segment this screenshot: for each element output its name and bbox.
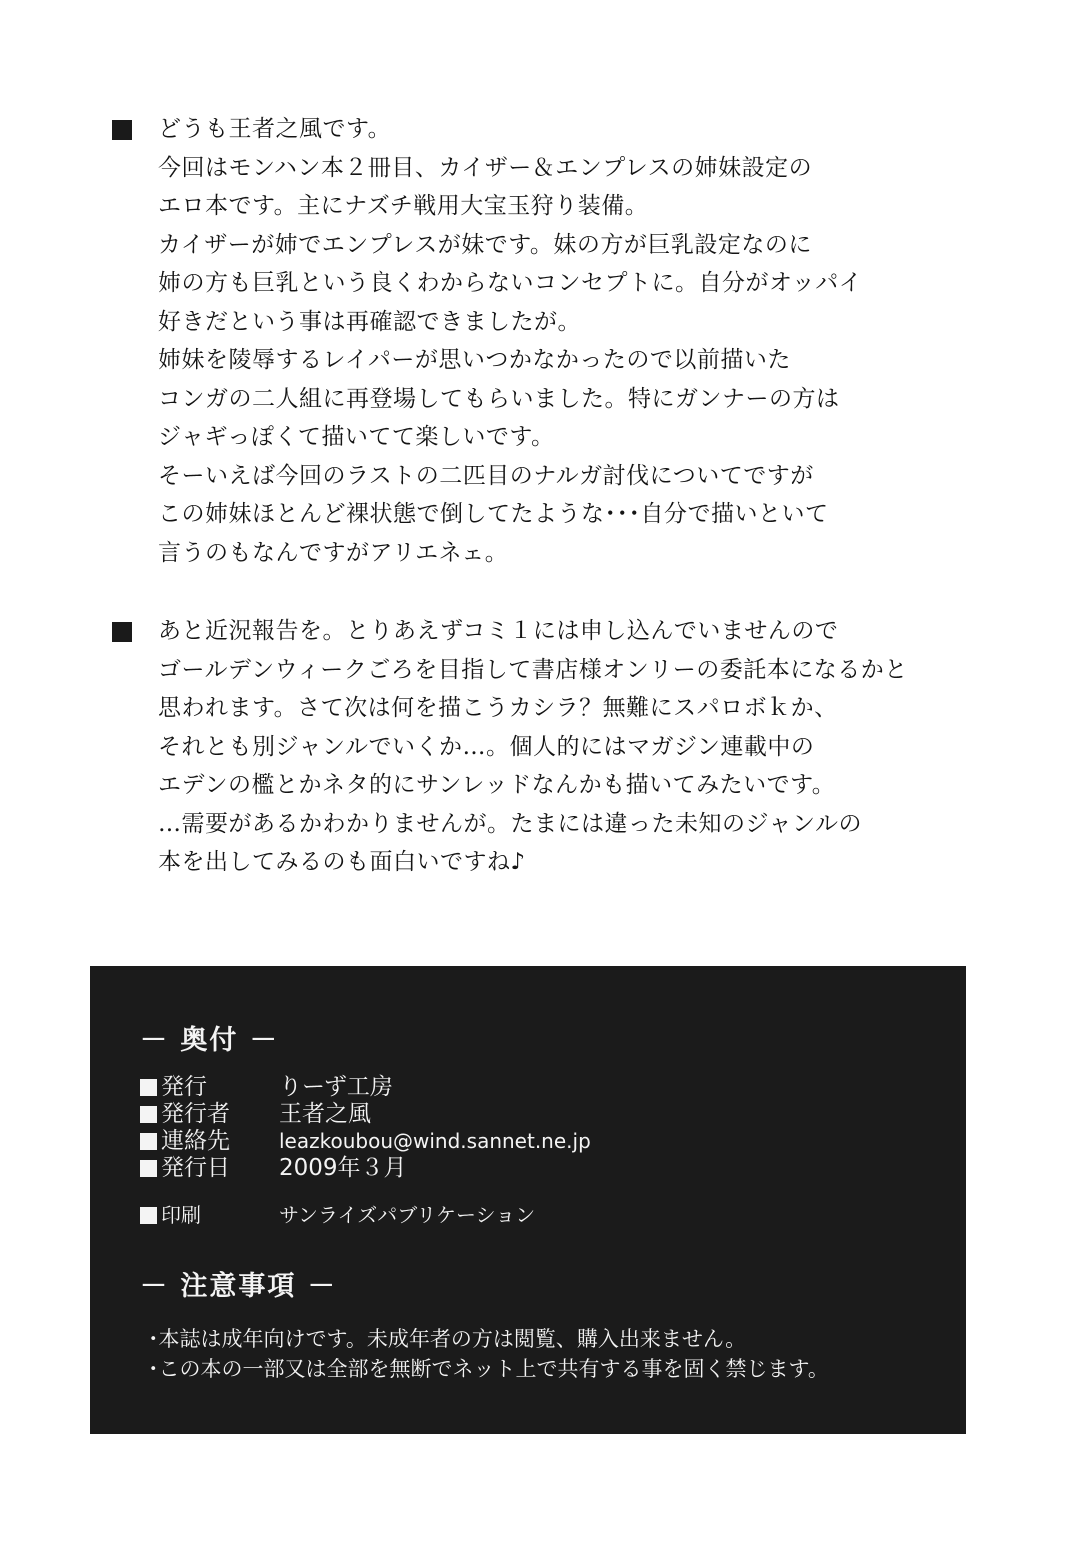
text-line: 姉妹を陵辱するレイパーが思いつかなかったので以前描いた	[158, 347, 791, 373]
text-line: …需要があるかわかりませんが。たまには違った未知のジャンルの	[158, 810, 862, 837]
afterword-paragraph-1	[112, 110, 862, 572]
paragraph-1-lines	[158, 110, 862, 572]
contact-email: leazkoubou@wind.sannet.ne.jp	[279, 1129, 591, 1153]
text-line: エロ本です。主にナズチ戦用大宝玉狩り装備。	[158, 193, 649, 219]
info-label: 発行者	[161, 1101, 230, 1127]
text-line: ジャギっぽくて描いてて楽しいです。	[158, 424, 555, 450]
text-line: 本を出してみるのも面白いですね♪	[158, 849, 526, 875]
square-bullet-icon	[140, 1160, 157, 1177]
notice-list	[148, 1324, 829, 1384]
text-line: 好きだという事は再確認できましたが。	[158, 308, 581, 335]
afterword-paragraph-2	[112, 612, 908, 882]
text-line: この姉妹ほとんど裸状態で倒してたような･･･自分で描いといて	[158, 501, 829, 527]
text-line: エデンの檻とかネタ的にサンレッドなんかも描いてみたいです。	[158, 772, 836, 798]
text-line: ゴールデンウィークごろを目指して書店様オンリーの委託本になるかと	[158, 656, 908, 683]
info-label: 発行	[161, 1074, 207, 1100]
info-value: サンライズパブリケーション	[279, 1203, 536, 1227]
text-line: 姉の方も巨乳という良くわからないコンセプトに。自分がオッパイ	[158, 270, 863, 296]
colophon-heading: － 奥付 －	[140, 1025, 279, 1056]
info-row-contact	[140, 1128, 591, 1155]
info-row-publisher	[140, 1074, 591, 1101]
colophon-info-list	[140, 1074, 591, 1229]
info-value: 2009年３月	[279, 1155, 407, 1181]
text-line: カイザーが姉でエンプレスが妹です。妹の方が巨乳設定なのに	[158, 231, 812, 258]
info-label: 発行日	[161, 1155, 230, 1181]
bullet-square-icon	[112, 622, 132, 642]
info-label: 印刷	[161, 1203, 201, 1227]
text-line: そーいえば今回のラストの二匹目のナルガ討伐についてですが	[158, 462, 814, 489]
text-line: 思われます。さて次は何を描こうカシラ？無難にスパロボｋか、	[158, 695, 838, 721]
notice-heading: － 注意事項 －	[140, 1271, 337, 1302]
text-line: それとも別ジャンルでいくか…。個人的にはマガジン連載中の	[158, 733, 815, 760]
square-bullet-icon	[140, 1106, 157, 1123]
square-bullet-icon	[140, 1207, 157, 1224]
square-bullet-icon	[140, 1133, 157, 1150]
colophon-box	[90, 966, 966, 1434]
info-value: 王者之風	[279, 1101, 371, 1127]
paragraph-2-lines	[158, 612, 908, 882]
text-line: 今回はモンハン本２冊目、カイザー＆エンプレスの姉妹設定の	[158, 154, 813, 181]
notice-item: ･本誌は成年向けです。未成年者の方は閲覧、購入出来ません。	[148, 1327, 747, 1351]
text-line: どうも王者之風です。	[158, 116, 392, 142]
bullet-square-icon	[112, 120, 132, 140]
text-line: 言うのもなんですがアリエネェ。	[158, 539, 509, 566]
text-line: コンガの二人組に再登場してもらいました。特にガンナーの方は	[158, 385, 840, 412]
info-label: 連絡先	[161, 1128, 230, 1154]
square-bullet-icon	[140, 1079, 157, 1096]
info-row-date	[140, 1155, 591, 1182]
notice-item: ･この本の一部又は全部を無断でネット上で共有する事を固く禁じます。	[148, 1357, 829, 1381]
text-line: あと近況報告を。とりあえずコミ１には申し込んでいませんので	[158, 618, 839, 644]
info-row-printer	[140, 1202, 591, 1229]
info-row-author	[140, 1101, 591, 1128]
info-value: りーず工房	[279, 1074, 393, 1100]
